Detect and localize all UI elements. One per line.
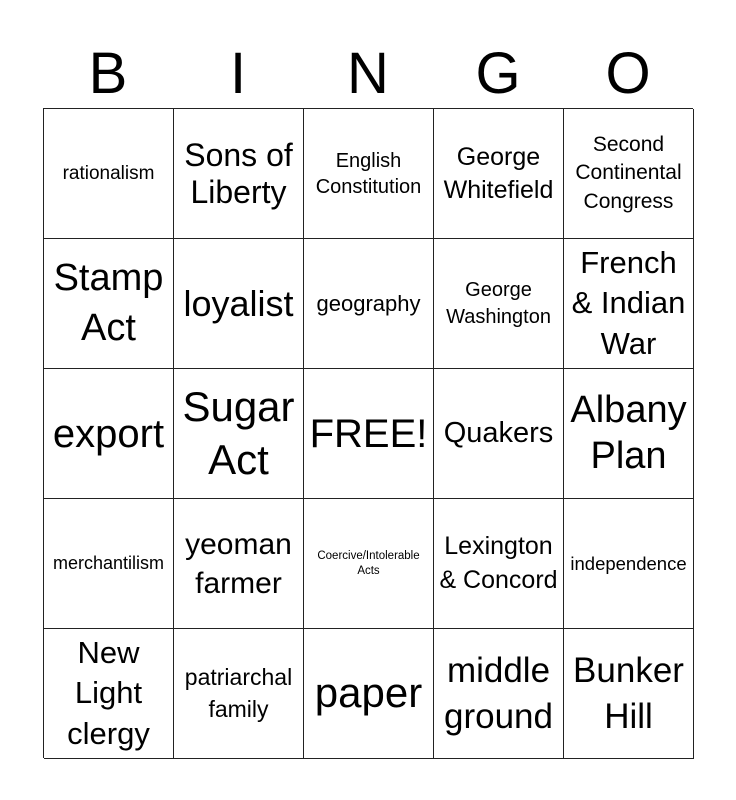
bingo-cell[interactable]: [434, 499, 564, 629]
cell-label: rationalism: [62, 162, 155, 184]
bingo-cell[interactable]: [434, 109, 564, 239]
cell-label: loyalist: [183, 282, 294, 324]
bingo-cell[interactable]: [44, 239, 174, 369]
cell-label: paper: [314, 669, 423, 717]
cell-label: Coercive/Intolerable Acts: [317, 549, 420, 577]
cell-label: patriarchal family: [184, 664, 293, 722]
bingo-cell[interactable]: [564, 239, 694, 369]
cell-label: Sugar Act: [182, 383, 295, 483]
bingo-cell[interactable]: [174, 239, 304, 369]
bingo-cell[interactable]: [434, 629, 564, 759]
bingo-cell[interactable]: [434, 369, 564, 499]
bingo-cell[interactable]: [304, 239, 434, 369]
cell-label: Stamp Act: [53, 257, 164, 349]
bingo-cell[interactable]: [304, 109, 434, 239]
bingo-cell[interactable]: [564, 109, 694, 239]
header-letter-n: N: [347, 41, 389, 106]
cell-label: independence: [570, 552, 687, 574]
bingo-cell[interactable]: [44, 629, 174, 759]
bingo-cell[interactable]: [174, 629, 304, 759]
bingo-cell[interactable]: [44, 369, 174, 499]
cell-label: Second Continental Congress: [575, 132, 682, 213]
cell-label: Sons of Liberty: [184, 136, 293, 210]
cell-label: New Light clergy: [67, 635, 150, 751]
bingo-board: [43, 108, 693, 758]
cell-label: merchantilism: [52, 553, 165, 574]
cell-label: French & Indian War: [571, 245, 686, 361]
bingo-cell[interactable]: [44, 109, 174, 239]
cell-label: middle ground: [444, 651, 553, 736]
cell-label: geography: [316, 290, 421, 316]
bingo-cell[interactable]: [304, 629, 434, 759]
free-space[interactable]: [304, 369, 434, 499]
bingo-cell[interactable]: [564, 369, 694, 499]
header-letter-g: G: [475, 41, 521, 106]
bingo-cell[interactable]: [174, 499, 304, 629]
header-letter-b: B: [88, 41, 128, 106]
header-letter-i: I: [229, 41, 247, 106]
cell-label: yeoman farmer: [185, 527, 292, 600]
cell-label: Lexington & Concord: [439, 531, 558, 594]
cell-label: Bunker Hill: [573, 651, 684, 736]
header-letter-o: O: [605, 41, 651, 106]
bingo-cell[interactable]: [564, 499, 694, 629]
cell-label: English Constitution: [315, 149, 422, 198]
cell-label: George Washington: [446, 278, 551, 328]
cell-label: Albany Plan: [570, 388, 687, 477]
bingo-cell[interactable]: [44, 499, 174, 629]
bingo-cell[interactable]: [304, 499, 434, 629]
cell-label: export: [52, 411, 165, 456]
bingo-cell[interactable]: [174, 109, 304, 239]
bingo-cell[interactable]: [174, 369, 304, 499]
bingo-cell[interactable]: [434, 239, 564, 369]
cell-label: George Whitefield: [443, 143, 554, 204]
cell-label: Quakers: [443, 416, 554, 449]
cell-label: FREE!: [309, 411, 428, 456]
bingo-cell[interactable]: [564, 629, 694, 759]
bingo-header: [43, 40, 693, 108]
